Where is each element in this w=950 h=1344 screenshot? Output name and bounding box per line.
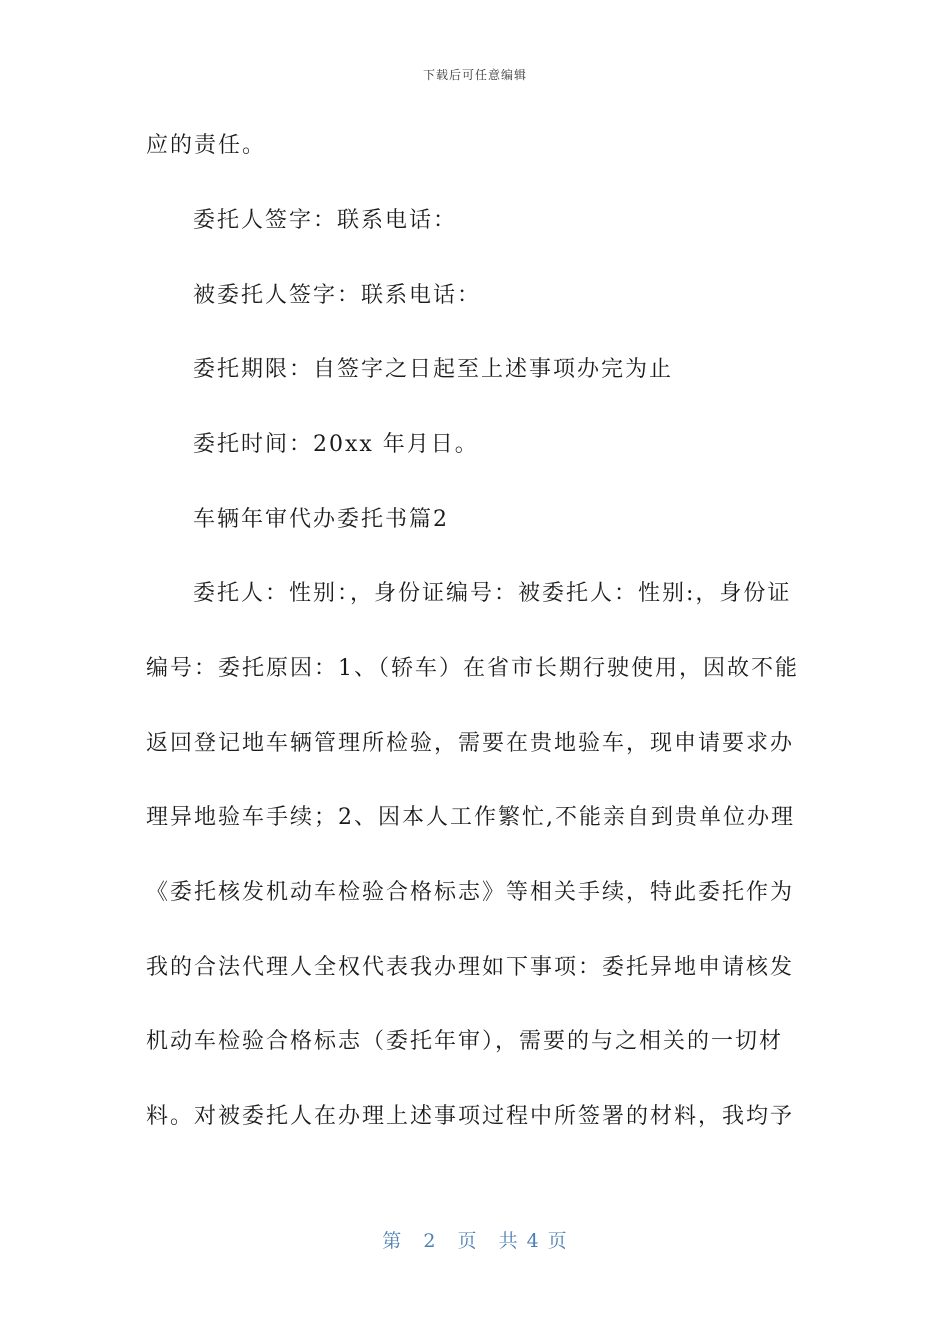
text-line-4: 委托期限：自签字之日起至上述事项办完为止	[193, 357, 674, 382]
text-line-7: 委托人：性别：，身份证编号：被委托人：性别:，身份证	[193, 581, 792, 606]
footer-label-di: 第	[382, 1230, 403, 1252]
text-line-9: 返回登记地车辆管理所检验，需要在贵地验车，现申请要求办	[146, 731, 795, 756]
footer-page-number: 2	[423, 1230, 437, 1252]
text-line-12: 我的合法代理人全权代表我办理如下事项：委托异地申请核发	[146, 955, 795, 980]
page-header: 下载后可任意编辑	[422, 68, 527, 82]
text-line-1: 应的责任。	[146, 133, 267, 158]
text-line-13: 机动车检验合格标志（委托年审），需要的与之相关的一切材	[146, 1029, 784, 1054]
footer-label-gong: 共	[498, 1230, 519, 1252]
footer-label-ye-2: 页	[547, 1230, 568, 1252]
text-line-3: 被委托人签字：联系电话：	[193, 283, 482, 308]
text-line-11: 《委托核发机动车检验合格标志》等相关手续，特此委托作为	[146, 880, 795, 905]
footer-label-ye: 页	[457, 1230, 478, 1252]
text-line-8: 编号：委托原因：1、（轿车）在省市长期行驶使用，因故不能	[146, 656, 799, 681]
page-footer	[0, 1226, 950, 1253]
section-heading: 车辆年审代办委托书篇2	[193, 507, 449, 532]
text-line-10: 理异地验车手续；2、因本人工作繁忙,不能亲自到贵单位办理	[146, 805, 795, 830]
text-line-2: 委托人签字：联系电话：	[193, 208, 458, 233]
footer-total-pages: 4	[526, 1230, 540, 1252]
text-line-5: 委托时间：20xx 年月日。	[193, 432, 479, 457]
text-line-14: 料。对被委托人在办理上述事项过程中所签署的材料，我均予	[146, 1104, 795, 1129]
